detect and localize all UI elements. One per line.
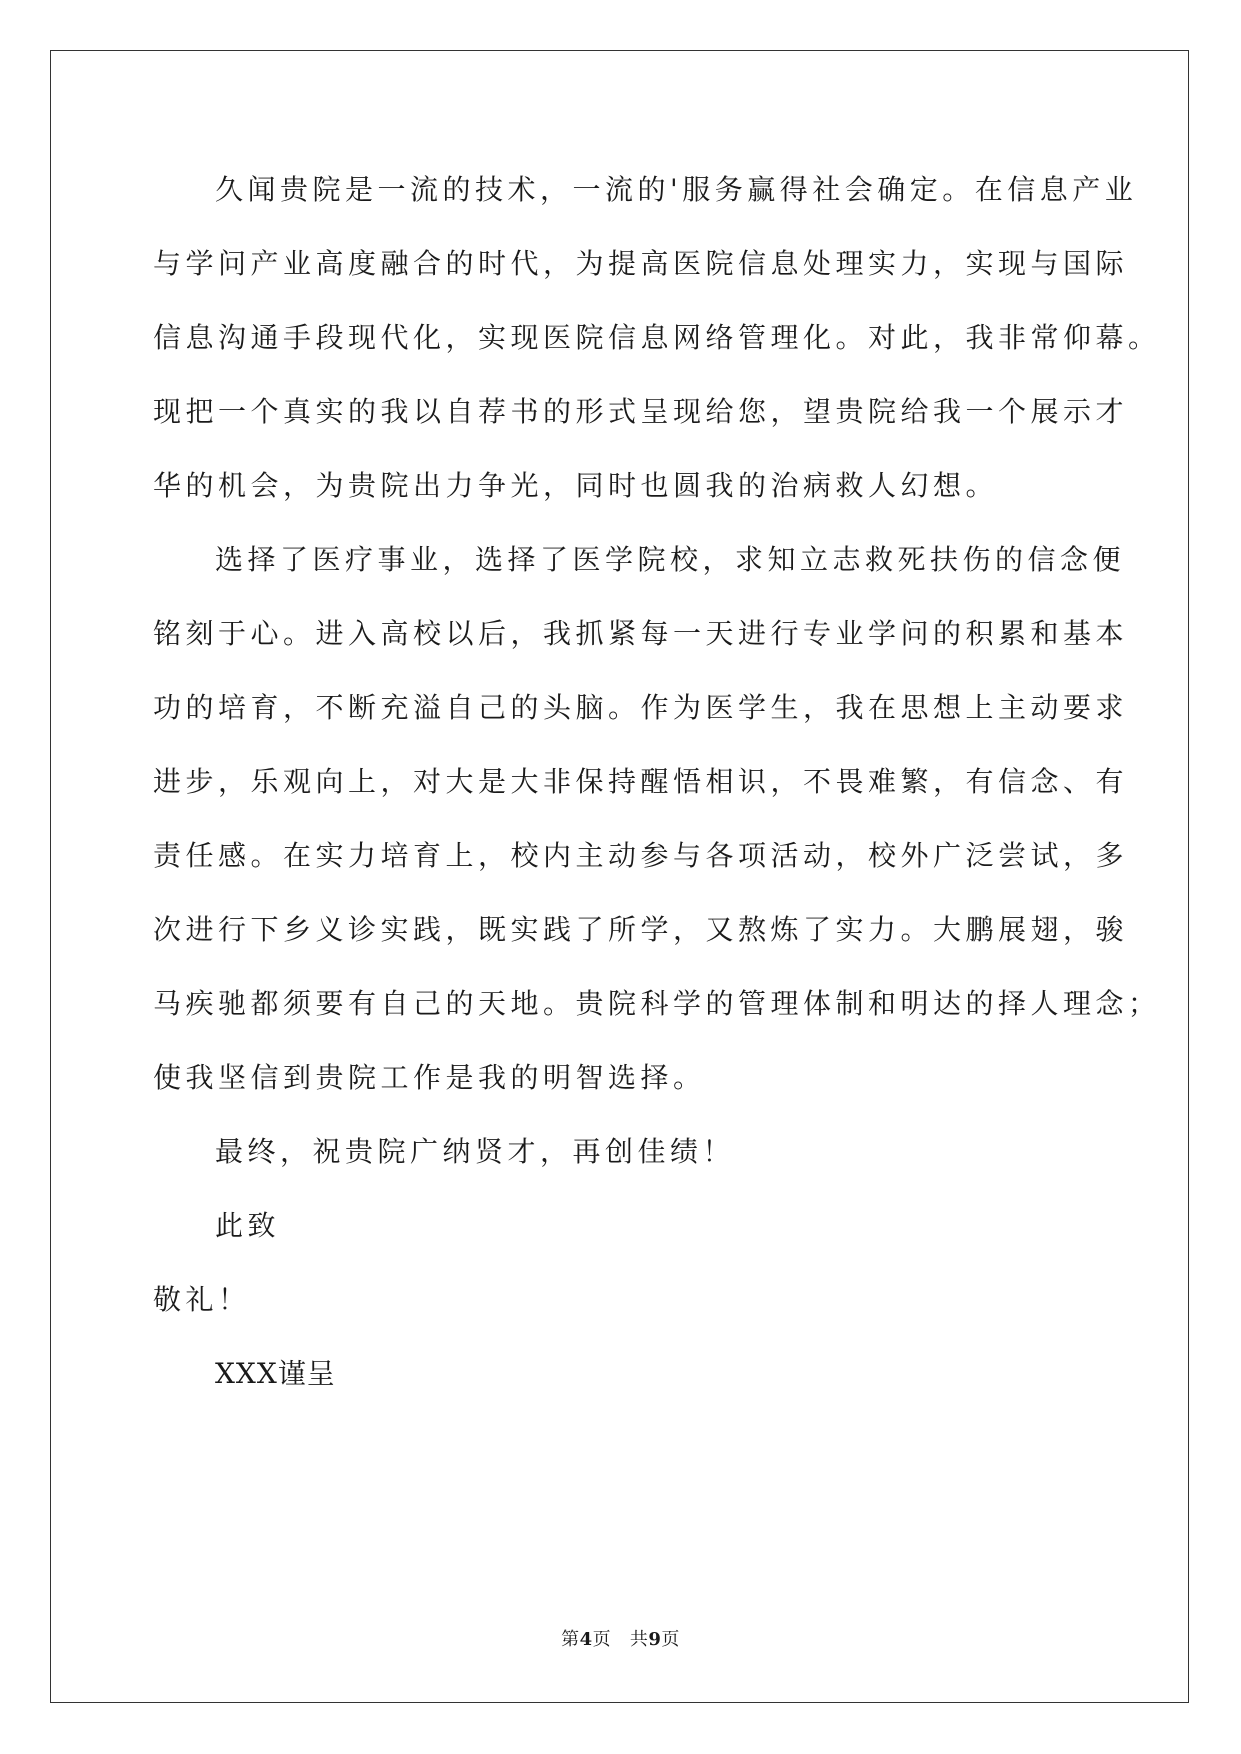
signature: XXX谨呈 [215,1357,336,1390]
footer-page-word: 页 [592,1629,612,1650]
footer-total-prefix: 共 [629,1629,649,1650]
page-border [50,50,1189,1703]
page-number-footer [0,1625,1241,1651]
paragraph-1-line-3: 信息沟通手段现代化，实现医院信息网络管理化。对此，我非常仰幕。 [153,321,1161,354]
footer-total-suffix: 页 [661,1629,680,1650]
paragraph-1-line-5: 华的机会，为贵院出力争光，同时也圆我的治病救人幻想。 [153,469,999,502]
paragraph-2-line-5: 责任感。在实力培育上，校内主动参与各项活动，校外广泛尝试，多 [153,839,1129,872]
closing-wish: 最终，祝贵院广纳贤才，再创佳绩！ [215,1135,736,1168]
paragraph-2-line-6: 次进行下乡义诊实践，既实践了所学，又熬炼了实力。大鹏展翅，骏 [153,913,1129,946]
paragraph-2-line-3: 功的培育，不断充溢自己的头脑。作为医学生，我在思想上主动要求 [153,691,1129,724]
footer-prefix: 第 [561,1629,580,1650]
paragraph-1-line-2: 与学问产业高度融合的时代，为提高医院信息处理实力，实现与国际 [153,247,1129,280]
footer-total-pages: 9 [648,1629,662,1650]
footer-current-page: 4 [579,1629,593,1650]
salutation-jingli: 敬礼！ [153,1283,251,1316]
paragraph-1-line-1: 久闻贵院是一流的技术，一流的'服务赢得社会确定。在信息产业 [215,173,1138,206]
paragraph-2-line-1: 选择了医疗事业，选择了医学院校，求知立志救死扶伤的信念便 [215,543,1126,576]
salutation-cizhi: 此致 [215,1209,281,1242]
paragraph-2-line-2: 铭刻于心。进入高校以后，我抓紧每一天进行专业学问的积累和基本 [153,617,1129,650]
paragraph-1-line-4: 现把一个真实的我以自荐书的形式呈现给您，望贵院给我一个展示才 [153,395,1129,428]
paragraph-2-line-8: 使我坚信到贵院工作是我的明智选择。 [153,1061,706,1094]
paragraph-2-line-4: 进步，乐观向上，对大是大非保持醒悟相识，不畏难繁，有信念、有 [153,765,1129,798]
paragraph-2-line-7: 马疾驰都须要有自己的天地。贵院科学的管理体制和明达的择人理念； [153,987,1161,1020]
